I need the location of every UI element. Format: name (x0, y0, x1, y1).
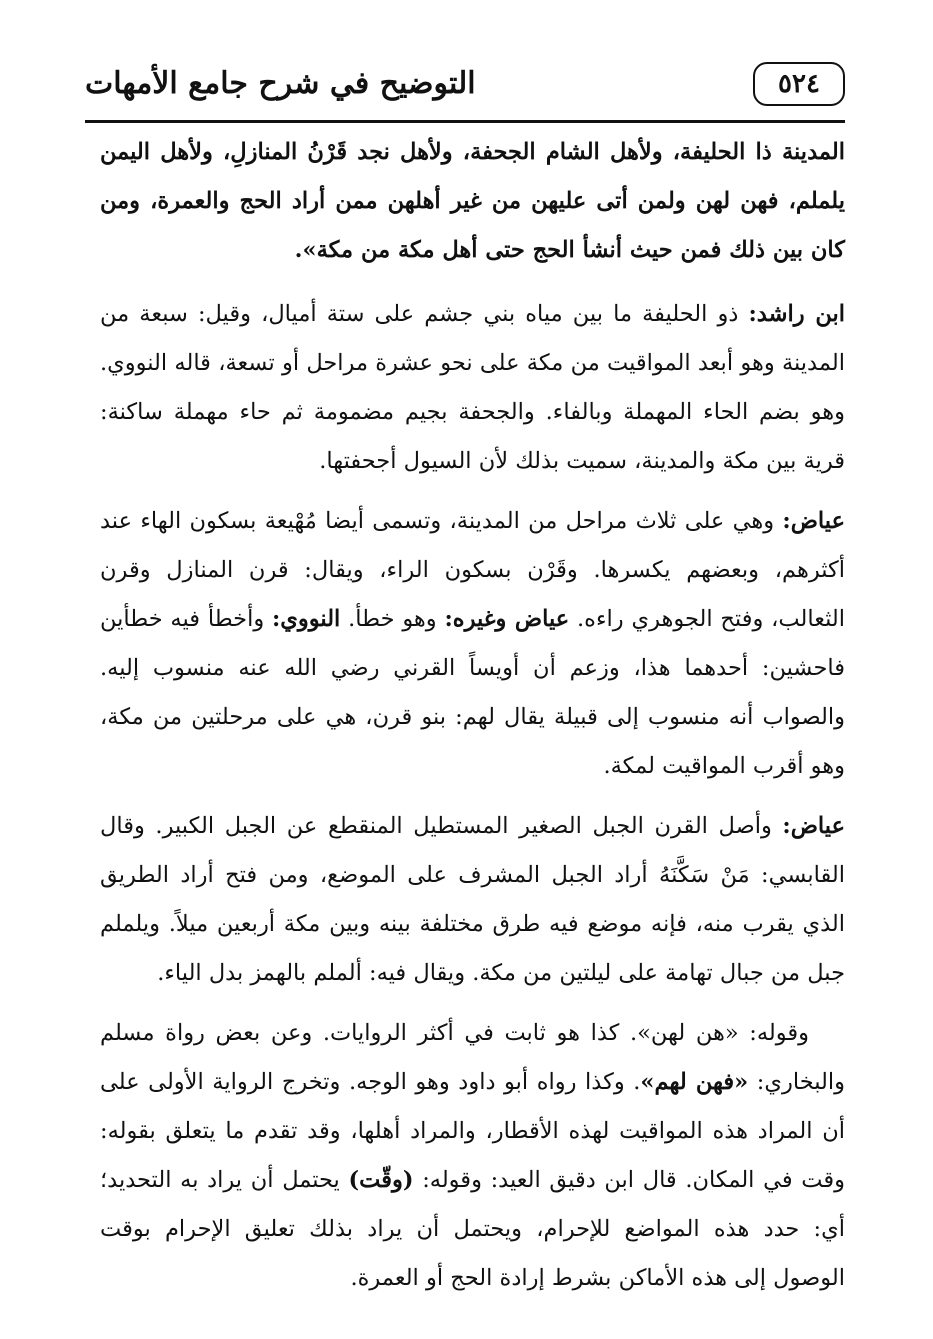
inline-quote: «فهن لهم» (640, 1069, 749, 1095)
page-number-text: ٥٢٤ (778, 69, 820, 99)
paragraph-text: وهو خطأ. (340, 606, 445, 632)
paragraph-text: . وكذا رواه أبو داود وهو الوجه. وتخرج الرواية الأولى على أن المراد هذه المواقيت لهذه الأقطار، والمراد أهلها، وقد تقدم ما يتعلق بقوله: وقت في المكان. قال ابن دقيق العيد: وقوله: (100, 1069, 846, 1193)
paragraph-text: وأصل القرن الجبل الصغير المستطيل المنقطع عن الجبل الكبير. وقال القابسي: مَنْ سَكَّنَهُ أراد الجبل المشرف على الموضع، ومن فتح أراد الطريق الذي يقرب منه، فإنه موضع فيه طرق مختلفة بينه وبين مكة أربعين ميلاً. ويلملم جبل من جبال تهامة على ليلتين من مكة. ويقال فيه: ألملم بالهمز بدل الياء. (100, 813, 845, 986)
paragraph-text: وهي على ثلاث مراحل من المدينة، وتسمى أيضا مُهْيعة بسكون الهاء عند أكثرهم، وبعضهم يكسرها. وقَرْن بسكون الراء، ويقال: قرن المنازل وقرن الثعالب، وفتح الجوهري راءه. (100, 508, 845, 632)
paragraph-iyad-1 (100, 497, 845, 791)
paragraph-text: ذو الحليفة ما بين مياه بني جشم على ستة أميال، وقيل: سبعة من المدينة وهو أبعد المواقيت من مكة على نحو عشرة مراحل أو تسعة، قاله النووي. وهو بضم الحاء المهملة وبالفاء. والجحفة بجيم مضمومة ثم حاء مهملة ساكنة: قرية بين مكة والمدينة، سميت بذلك لأن السيول أجحفتها. (100, 301, 845, 474)
page-number (753, 62, 845, 106)
speaker-label: عياض: (782, 508, 845, 534)
body-text (100, 128, 845, 1314)
speaker-label: عياض: (782, 813, 845, 839)
paragraph-iyad-2 (100, 802, 845, 998)
paragraph-commentary (100, 1009, 845, 1303)
inline-speaker-label: عياض وغيره: (444, 606, 570, 632)
book-title: التوضيح في شرح جامع الأمهات (85, 66, 476, 101)
paragraph-text: المدينة ذا الحليفة، ولأهل الشام الجحفة، ولأهل نجد قَرْنُ المنازلِ، ولأهل اليمن يلملم، فهن لهن ولمن أتى عليهن من غير أهلهن ممن أراد الحج والعمرة، ومن كان بين ذلك فمن حيث أنشأ الحج حتى أهل مكة من مكة». (100, 139, 845, 263)
inline-speaker-label: النووي: (272, 606, 341, 632)
paragraph-text: يحتمل أن يراد به التحديد؛ أي: حدد هذه المواضع للإحرام، ويحتمل أن يراد بذلك تعليق الإحرام بوقت الوصول إلى هذه الأماكن بشرط إرادة الحج أو العمرة. (100, 1167, 845, 1291)
inline-quote: (وقّت) (348, 1167, 414, 1193)
paragraph-ibn-rashid (100, 290, 845, 486)
speaker-label: ابن راشد: (748, 301, 846, 327)
paragraph-hadith-text (100, 128, 845, 275)
page-header (85, 58, 845, 123)
paragraph-text: وقوله: «هن لهن». كذا هو ثابت في أكثر الروايات. وعن بعض رواة مسلم والبخاري: (100, 1020, 845, 1095)
paragraph-text: وأخطأ فيه خطأين فاحشين: أحدهما هذا، وزعم أن أويساً القرني رضي الله عنه منسوب إليه. والصواب أنه منسوب إلى قبيلة يقال لهم: بنو قرن، هي على مرحلتين من مكة، وهو أقرب المواقيت لمكة. (100, 606, 845, 779)
